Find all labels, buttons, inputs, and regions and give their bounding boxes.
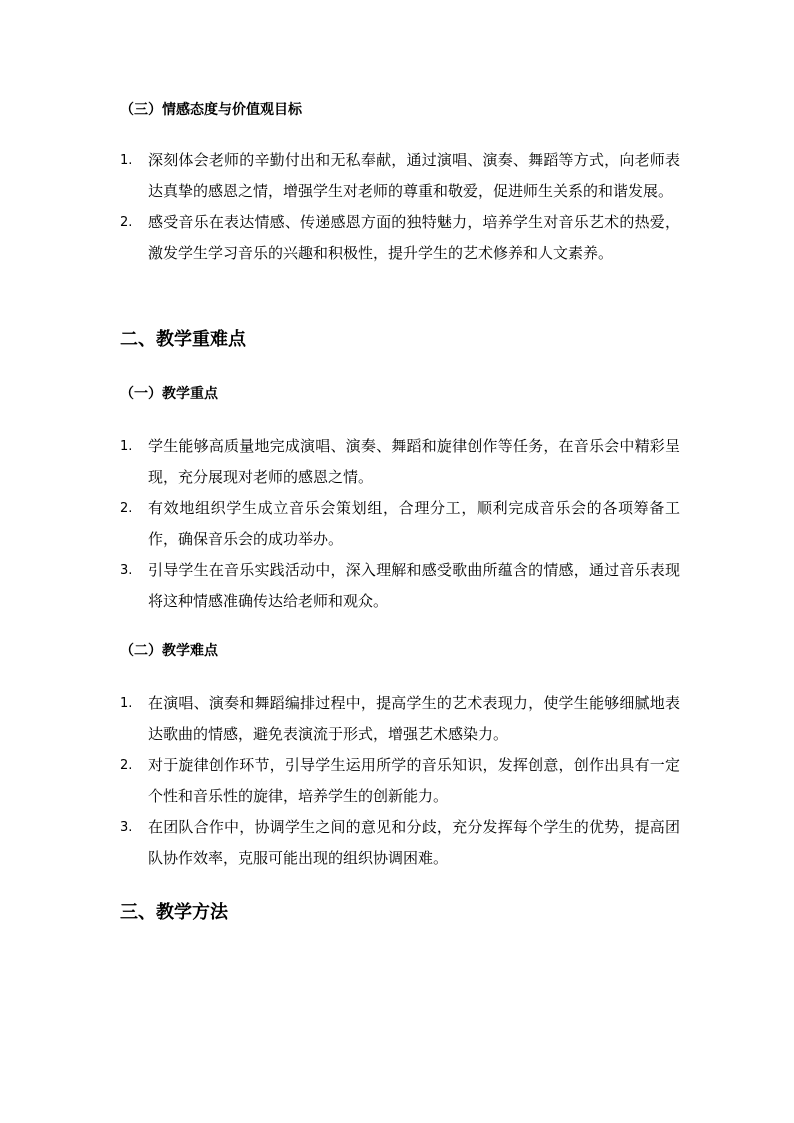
- difficult-points-list: [120, 688, 680, 874]
- list-item: 1. 在演唱、演奏和舞蹈编排过程中，提高学生的艺术表现力，使学生能够细腻地表达歌曲的情感，避免表演流于形式，增强艺术感染力。: [120, 694, 680, 743]
- section-emotion-goals: [120, 100, 680, 269]
- subheading-key-points: （一）教学重点: [120, 386, 218, 402]
- emotion-goals-list: [120, 145, 680, 269]
- heading-key-difficult: 二、教学重难点: [120, 329, 246, 350]
- section-heading-key-difficult: [120, 328, 680, 352]
- section-difficult-points: [120, 641, 680, 874]
- list-item: 1. 深刻体会老师的辛勤付出和无私奉献，通过演唱、演奏、舞蹈等方式，向老师表达真挚的感恩之情，增强学生对老师的尊重和敬爱，促进师生关系的和谐发展。: [120, 151, 680, 200]
- list-item: 2. 感受音乐在表达情感、传递感恩方面的独特魅力，培养学生对音乐艺术的热爱，激发学生学习音乐的兴趣和积极性，提升学生的艺术修养和人文素养。: [120, 213, 680, 262]
- section-heading-methods: [120, 901, 680, 925]
- subheading-difficult-points: （二）教学难点: [120, 643, 218, 659]
- subheading-emotion-goals: （三）情感态度与价值观目标: [120, 102, 302, 118]
- list-item: 3. 引导学生在音乐实践活动中，深入理解和感受歌曲所蕴含的情感，通过音乐表现将这种情感准确传达给老师和观众。: [120, 561, 680, 610]
- list-item: 3. 在团队合作中，协调学生之间的意见和分歧，充分发挥每个学生的优势，提高团队协作效率，克服可能出现的组织协调困难。: [120, 818, 680, 867]
- key-points-list: [120, 431, 680, 617]
- heading-teaching-methods: 三、教学方法: [120, 902, 228, 923]
- list-item: 2. 有效地组织学生成立音乐会策划组，合理分工，顺利完成音乐会的各项筹备工作，确保音乐会的成功举办。: [120, 499, 680, 548]
- list-item: 1. 学生能够高质量地完成演唱、演奏、舞蹈和旋律创作等任务，在音乐会中精彩呈现，充分展现对老师的感恩之情。: [120, 437, 680, 486]
- list-item: 2. 对于旋律创作环节，引导学生运用所学的音乐知识，发挥创意，创作出具有一定个性和音乐性的旋律，培养学生的创新能力。: [120, 756, 680, 805]
- section-key-points: [120, 384, 680, 617]
